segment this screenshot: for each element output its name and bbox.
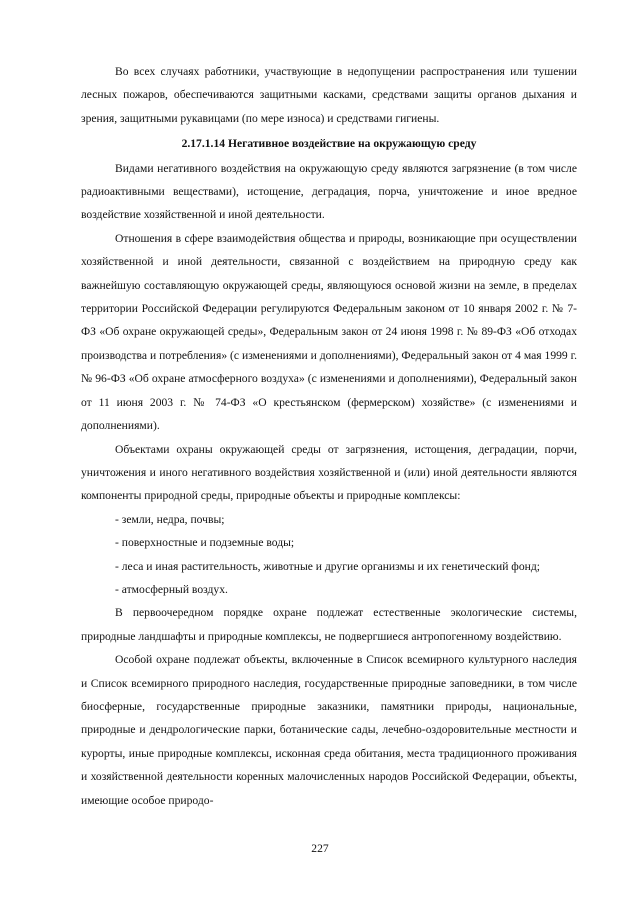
list-item: - земли, недра, почвы; — [115, 512, 225, 526]
section-heading: 2.17.1.14 Негативное воздействие на окружающую среду — [181, 137, 477, 151]
paragraph-protection-equipment: Во всех случаях работники, участвующие в недопущении распространения или тушении лесных пожаров, обеспечиваются защитными касками, средствами защиты органов дыхания и зрения, защитными рукавицами (по мере износа) и средствами гигиены. — [81, 65, 577, 125]
paragraph-protection-objects: Объектами охраны окружающей среды от загрязнения, истощения, деградации, порчи, уничтожения и иного негативного воздействия хозяйственной и (или) иной деятельности являются компоненты природной среды, природные объекты и природные комплексы: — [81, 442, 577, 503]
paragraph-legislation: Отношения в сфере взаимодействия общества и природы, возникающие при осуществлении хозяйственной и иной деятельности, связанной с воздействием на природную среду как важнейшую составляющую окружающей среды, являющуюся основой жизни на земле, в пределах территории Российской Федерации регулируются Федеральным законом от 10 января 2002 г. № 7-ФЗ «Об охране окружающей среды», Федеральным закон от 24 июня 1998 г. № 89-ФЗ «Об отходах производства и потребления» (с изменениями и дополнениями), Федеральный закон от 4 мая 1999 г. № 96-ФЗ «Об охране атмосферного воздуха» (с изменениями и дополнениями), Федеральный закон от 11 июня 2003 г. № 74-ФЗ «О крестьянском (фермерском) хозяйстве» (с изменениями и дополнениями). — [81, 231, 577, 433]
document-body — [81, 60, 577, 812]
list-item: - леса и иная растительность, животные и другие организмы и их генетический фонд; — [115, 559, 540, 573]
paragraph-priority-protection: В первоочередном порядке охране подлежат естественные экологические системы, природные ландшафты и природные комплексы, не подвергшиеся антропогенному воздействию. — [81, 606, 577, 643]
list-item: - атмосферный воздух. — [115, 582, 228, 596]
page-number: 227 — [311, 842, 329, 855]
paragraph-impact-types: Видами негативного воздействия на окружающую среду являются загрязнение (в том числе радиоактивными веществами), истощение, деградация, порча, уничтожение и иное вредное воздействие хозяйственной и иной деятельности. — [81, 161, 577, 222]
paragraph-special-protection: Особой охране подлежат объекты, включенные в Список всемирного культурного наследия и Список всемирного природного наследия, государственные природные заповедники, в том числе биосферные, государственные природные заказники, памятники природы, национальные, природные и дендрологические парки, ботанические сады, лечебно-оздоровительные местности и курорты, иные природные комплексы, исконная среда обитания, места традиционного проживания и хозяйственной деятельности коренных малочисленных народов Российской Федерации, объекты, имеющие особое природо- — [81, 653, 577, 807]
list-item: - поверхностные и подземные воды; — [115, 536, 295, 550]
